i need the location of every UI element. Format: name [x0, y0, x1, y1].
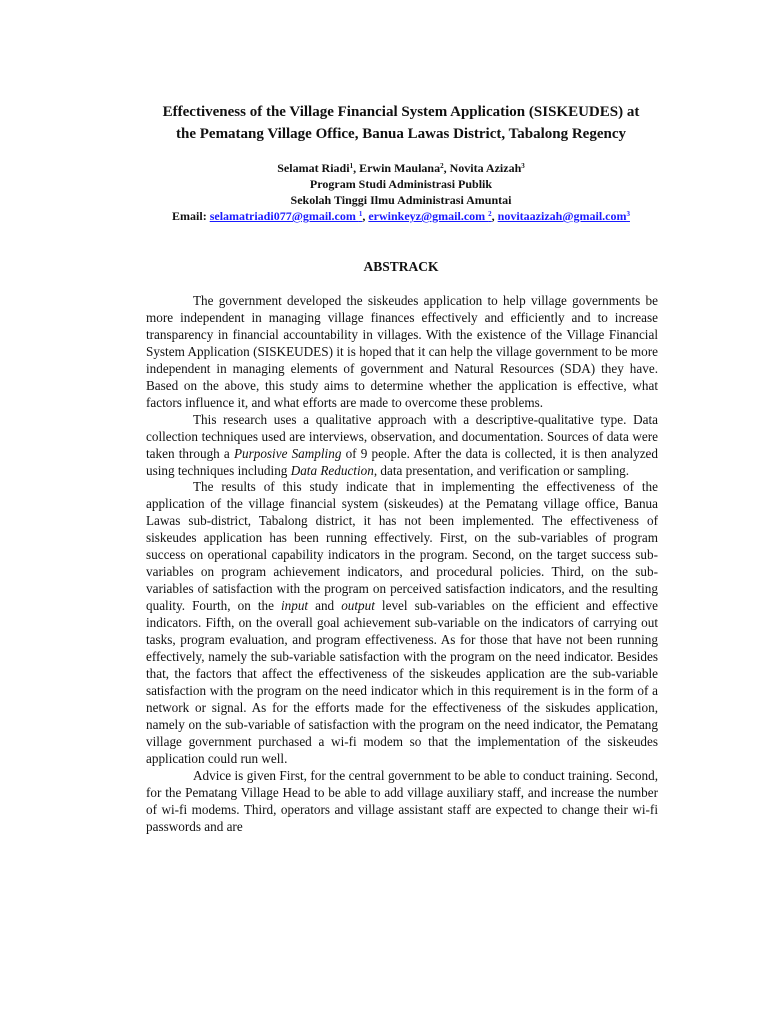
email-sup: 1 [358, 210, 363, 218]
institution-name: Sekolah Tinggi Ilmu Administrasi Amuntai [290, 193, 512, 207]
author-block [100, 160, 702, 224]
author-name: Novita Azizah [449, 161, 522, 175]
emphasis-text: Purposive Sampling [233, 445, 342, 461]
program-name: Program Studi Administrasi Publik [309, 177, 493, 191]
author-names [100, 160, 702, 176]
email-sup: 2 [488, 210, 492, 218]
email-sup: 3 [626, 210, 630, 218]
emphasis-text: input [280, 598, 309, 614]
abstract-paragraph: This research uses a qualitative approach with a descriptive-qualitative type. Data collection techniques used are interviews, observation, and documentation. Sources of data were taken through a Purposive Sampling of 9 people. After the data is collected, it is then analyzed using techniques including Data Reduction, data presentation, and verification or sampling. [146, 411, 659, 478]
title-line-1: Effectiveness of the Village Financial System Application (SISKEUDES) at [162, 104, 640, 120]
title-line-2: the Pematang Village Office, Banua Lawas District, Tabalong Regency [176, 126, 626, 142]
abstract-paragraph: Advice is given First, for the central government to be able to conduct training. Second, for the Pematang Village Head to be able to add village auxiliary staff, and increase the number of wi-fi modems. Third, operators and village assistant staff are expected to change their wi-fi passwords and are [146, 767, 658, 834]
email-link[interactable]: erwinkeyz@gmail.com $^2$ [368, 209, 492, 223]
abstract-paragraph: The government developed the siskeudes application to help village governments be more independent in managing village finances effectively and efficiently and to increase transparency in financial accountability in villages. With the existence of the Village Financial System Application (SISKEUDES) it is hoped that it can help the village government to be more independent in managing elements of government and Natural Resources (SDA) they have. Based on the above, this study aims to determine whether the application is effective, what factors influence it, and what efforts are made to overcome these problems. [146, 293, 658, 410]
email-link[interactable]: novitaazizah@gmail.com$^3$ [497, 209, 630, 223]
author-separator: , [353, 161, 360, 175]
author-name: Selamat Riadi [277, 161, 350, 175]
emphasis-text: output [341, 598, 375, 614]
abstract-heading: ABSTRACK [363, 259, 439, 274]
author-name: Erwin Maulana [359, 161, 441, 175]
abstract-paragraph: The results of this study indicate that in implementing the effectiveness of the application of the village financial system (siskeudes) at the Pematang village office, Banua Lawas sub-district, Tabalong district, it has not been implemented. The effectiveness of siskeudes application has been running effectively. First, on the sub-variables of program success on operational capability indicators in the program. Second, on the target success sub-variables on program achievement indicators, and procedural policies. Third, on the sub-variables of satisfaction with the program on perceived satisfaction indicators, and the resulting quality. Fourth, on the input and output level sub-variables on the efficient and effective indicators. Fifth, on the overall goal achievement sub-variable on the indicators of carrying out tasks, program evaluation, and program effectiveness. As for those that have not been running effectively, namely the sub-variable satisfaction with the program on the need indicator. Besides that, the factors that affect the effectiveness of the siskeudes application are the sub-variable satisfaction with the program on the need indicator which in this requirement is in the form of a network or signal. As for the efforts made for the effectiveness of the siskudes application, namely on the sub-variable of satisfaction with the program on the need indicator, the Pematang village government purchased a wi-fi modem so that the implementation of the siskeudes application could run well. [146, 479, 658, 766]
author-affil-sup: 1 [349, 162, 354, 170]
author-affil-sup: 2 [440, 162, 444, 170]
email-label: Email: [172, 209, 207, 223]
email-link[interactable]: selamatriadi077@gmail.com $^1$ [209, 209, 363, 223]
author-separator: , [443, 161, 450, 175]
author-affil-sup: 3 [521, 162, 525, 170]
paper-title [140, 101, 662, 145]
email-line: Email: selamatriadi077@gmail.com $^1$, erwinkeyz@gmail.com $^2$, novitaazizah@gmail.com$^3$ [172, 209, 630, 223]
abstract-body [146, 293, 658, 836]
emphasis-text: Data Reduction [290, 462, 374, 478]
